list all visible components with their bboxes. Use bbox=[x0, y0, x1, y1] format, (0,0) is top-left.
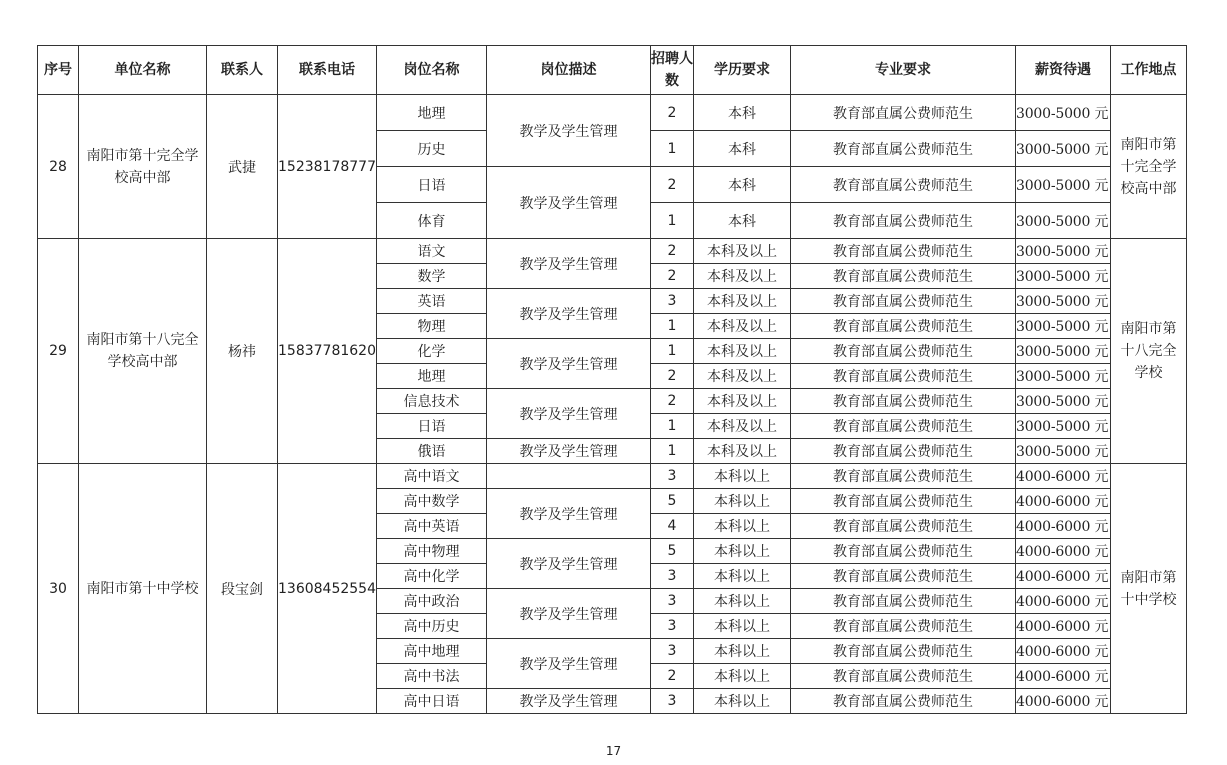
count-cell: 1 bbox=[651, 314, 694, 339]
edu-cell: 本科及以上 bbox=[694, 339, 791, 364]
header-desc: 岗位描述 bbox=[487, 46, 651, 95]
major-cell: 教育部直属公费师范生 bbox=[791, 339, 1016, 364]
salary-cell: 3000-5000 元 bbox=[1016, 414, 1111, 439]
post-cell: 地理 bbox=[377, 95, 487, 131]
major-cell: 教育部直属公费师范生 bbox=[791, 464, 1016, 489]
edu-cell: 本科以上 bbox=[694, 664, 791, 689]
desc-cell: 教学及学生管理 bbox=[487, 639, 651, 689]
edu-cell: 本科及以上 bbox=[694, 289, 791, 314]
post-cell: 高中政治 bbox=[377, 589, 487, 614]
seq-cell: 28 bbox=[38, 95, 79, 239]
salary-cell: 3000-5000 元 bbox=[1016, 131, 1111, 167]
count-cell: 3 bbox=[651, 614, 694, 639]
major-cell: 教育部直属公费师范生 bbox=[791, 664, 1016, 689]
post-cell: 体育 bbox=[377, 203, 487, 239]
major-cell: 教育部直属公费师范生 bbox=[791, 489, 1016, 514]
salary-cell: 3000-5000 元 bbox=[1016, 264, 1111, 289]
post-cell: 俄语 bbox=[377, 439, 487, 464]
major-cell: 教育部直属公费师范生 bbox=[791, 264, 1016, 289]
header-edu: 学历要求 bbox=[694, 46, 791, 95]
post-cell: 历史 bbox=[377, 131, 487, 167]
major-cell: 教育部直属公费师范生 bbox=[791, 689, 1016, 714]
salary-cell: 4000-6000 元 bbox=[1016, 564, 1111, 589]
edu-cell: 本科 bbox=[694, 167, 791, 203]
salary-cell: 3000-5000 元 bbox=[1016, 439, 1111, 464]
post-cell: 高中历史 bbox=[377, 614, 487, 639]
header-count: 招聘人数 bbox=[651, 46, 694, 95]
table-row bbox=[38, 239, 1187, 264]
desc-cell: 教学及学生管理 bbox=[487, 589, 651, 639]
count-cell: 3 bbox=[651, 289, 694, 314]
count-cell: 2 bbox=[651, 167, 694, 203]
post-cell: 高中化学 bbox=[377, 564, 487, 589]
major-cell: 教育部直属公费师范生 bbox=[791, 414, 1016, 439]
desc-cell: 教学及学生管理 bbox=[487, 389, 651, 439]
count-cell: 3 bbox=[651, 639, 694, 664]
salary-cell: 4000-6000 元 bbox=[1016, 639, 1111, 664]
post-cell: 高中语文 bbox=[377, 464, 487, 489]
edu-cell: 本科及以上 bbox=[694, 239, 791, 264]
edu-cell: 本科及以上 bbox=[694, 364, 791, 389]
salary-cell: 4000-6000 元 bbox=[1016, 489, 1111, 514]
count-cell: 2 bbox=[651, 264, 694, 289]
table-body bbox=[38, 95, 1187, 714]
salary-cell: 4000-6000 元 bbox=[1016, 589, 1111, 614]
table-row bbox=[38, 464, 1187, 489]
desc-cell: 教学及学生管理 bbox=[487, 689, 651, 714]
desc-cell: 教学及学生管理 bbox=[487, 289, 651, 339]
post-cell: 高中日语 bbox=[377, 689, 487, 714]
location-cell: 南阳市第十完全学校高中部 bbox=[1111, 95, 1187, 239]
count-cell: 4 bbox=[651, 514, 694, 539]
major-cell: 教育部直属公费师范生 bbox=[791, 589, 1016, 614]
major-cell: 教育部直属公费师范生 bbox=[791, 203, 1016, 239]
post-cell: 高中物理 bbox=[377, 539, 487, 564]
unit-name-cell: 南阳市第十中学校 bbox=[79, 464, 207, 714]
salary-cell: 3000-5000 元 bbox=[1016, 314, 1111, 339]
page-number: 17 bbox=[605, 744, 622, 758]
major-cell: 教育部直属公费师范生 bbox=[791, 639, 1016, 664]
edu-cell: 本科以上 bbox=[694, 689, 791, 714]
count-cell: 3 bbox=[651, 564, 694, 589]
desc-cell: 教学及学生管理 bbox=[487, 539, 651, 589]
count-cell: 1 bbox=[651, 339, 694, 364]
salary-cell: 4000-6000 元 bbox=[1016, 689, 1111, 714]
major-cell: 教育部直属公费师范生 bbox=[791, 131, 1016, 167]
salary-cell: 3000-5000 元 bbox=[1016, 364, 1111, 389]
header-location: 工作地点 bbox=[1111, 46, 1187, 95]
edu-cell: 本科以上 bbox=[694, 614, 791, 639]
post-cell: 日语 bbox=[377, 414, 487, 439]
post-cell: 数学 bbox=[377, 264, 487, 289]
desc-cell bbox=[487, 464, 651, 489]
count-cell: 2 bbox=[651, 389, 694, 414]
major-cell: 教育部直属公费师范生 bbox=[791, 564, 1016, 589]
edu-cell: 本科 bbox=[694, 95, 791, 131]
contact-cell: 武捷 bbox=[207, 95, 278, 239]
edu-cell: 本科以上 bbox=[694, 639, 791, 664]
edu-cell: 本科 bbox=[694, 203, 791, 239]
post-cell: 高中地理 bbox=[377, 639, 487, 664]
edu-cell: 本科及以上 bbox=[694, 389, 791, 414]
post-cell: 日语 bbox=[377, 167, 487, 203]
major-cell: 教育部直属公费师范生 bbox=[791, 539, 1016, 564]
desc-cell: 教学及学生管理 bbox=[487, 167, 651, 239]
desc-cell: 教学及学生管理 bbox=[487, 489, 651, 539]
major-cell: 教育部直属公费师范生 bbox=[791, 389, 1016, 414]
count-cell: 1 bbox=[651, 439, 694, 464]
unit-name-cell: 南阳市第十完全学校高中部 bbox=[79, 95, 207, 239]
count-cell: 2 bbox=[651, 239, 694, 264]
edu-cell: 本科以上 bbox=[694, 539, 791, 564]
desc-cell: 教学及学生管理 bbox=[487, 239, 651, 289]
salary-cell: 3000-5000 元 bbox=[1016, 203, 1111, 239]
edu-cell: 本科 bbox=[694, 131, 791, 167]
count-cell: 2 bbox=[651, 95, 694, 131]
edu-cell: 本科及以上 bbox=[694, 439, 791, 464]
major-cell: 教育部直属公费师范生 bbox=[791, 364, 1016, 389]
contact-cell: 杨祎 bbox=[207, 239, 278, 464]
count-cell: 3 bbox=[651, 589, 694, 614]
header-contact: 联系人 bbox=[207, 46, 278, 95]
count-cell: 3 bbox=[651, 689, 694, 714]
salary-cell: 3000-5000 元 bbox=[1016, 95, 1111, 131]
salary-cell: 3000-5000 元 bbox=[1016, 167, 1111, 203]
salary-cell: 3000-5000 元 bbox=[1016, 339, 1111, 364]
count-cell: 5 bbox=[651, 539, 694, 564]
count-cell: 3 bbox=[651, 464, 694, 489]
recruitment-table bbox=[37, 45, 1187, 714]
count-cell: 2 bbox=[651, 664, 694, 689]
header-post: 岗位名称 bbox=[377, 46, 487, 95]
location-cell: 南阳市第十中学校 bbox=[1111, 464, 1187, 714]
major-cell: 教育部直属公费师范生 bbox=[791, 514, 1016, 539]
header-major: 专业要求 bbox=[791, 46, 1016, 95]
edu-cell: 本科及以上 bbox=[694, 414, 791, 439]
edu-cell: 本科及以上 bbox=[694, 314, 791, 339]
phone-cell: 13608452554 bbox=[278, 464, 377, 714]
edu-cell: 本科以上 bbox=[694, 464, 791, 489]
seq-cell: 29 bbox=[38, 239, 79, 464]
edu-cell: 本科以上 bbox=[694, 589, 791, 614]
post-cell: 地理 bbox=[377, 364, 487, 389]
post-cell: 英语 bbox=[377, 289, 487, 314]
salary-cell: 3000-5000 元 bbox=[1016, 289, 1111, 314]
count-cell: 1 bbox=[651, 131, 694, 167]
desc-cell: 教学及学生管理 bbox=[487, 439, 651, 464]
post-cell: 高中英语 bbox=[377, 514, 487, 539]
post-cell: 高中书法 bbox=[377, 664, 487, 689]
salary-cell: 3000-5000 元 bbox=[1016, 389, 1111, 414]
header-phone: 联系电话 bbox=[278, 46, 377, 95]
post-cell: 物理 bbox=[377, 314, 487, 339]
phone-cell: 15238178777 bbox=[278, 95, 377, 239]
post-cell: 高中数学 bbox=[377, 489, 487, 514]
salary-cell: 4000-6000 元 bbox=[1016, 464, 1111, 489]
major-cell: 教育部直属公费师范生 bbox=[791, 314, 1016, 339]
table-row bbox=[38, 95, 1187, 131]
count-cell: 2 bbox=[651, 364, 694, 389]
major-cell: 教育部直属公费师范生 bbox=[791, 95, 1016, 131]
unit-name-cell: 南阳市第十八完全学校高中部 bbox=[79, 239, 207, 464]
phone-cell: 15837781620 bbox=[278, 239, 377, 464]
count-cell: 1 bbox=[651, 414, 694, 439]
location-cell: 南阳市第十八完全学校 bbox=[1111, 239, 1187, 464]
header-row bbox=[38, 46, 1187, 95]
count-cell: 1 bbox=[651, 203, 694, 239]
header-unit: 单位名称 bbox=[79, 46, 207, 95]
edu-cell: 本科以上 bbox=[694, 564, 791, 589]
contact-cell: 段宝剑 bbox=[207, 464, 278, 714]
post-cell: 语文 bbox=[377, 239, 487, 264]
salary-cell: 4000-6000 元 bbox=[1016, 539, 1111, 564]
header-seq: 序号 bbox=[38, 46, 79, 95]
major-cell: 教育部直属公费师范生 bbox=[791, 289, 1016, 314]
salary-cell: 4000-6000 元 bbox=[1016, 514, 1111, 539]
major-cell: 教育部直属公费师范生 bbox=[791, 439, 1016, 464]
salary-cell: 4000-6000 元 bbox=[1016, 664, 1111, 689]
post-cell: 信息技术 bbox=[377, 389, 487, 414]
edu-cell: 本科以上 bbox=[694, 489, 791, 514]
salary-cell: 4000-6000 元 bbox=[1016, 614, 1111, 639]
edu-cell: 本科以上 bbox=[694, 514, 791, 539]
major-cell: 教育部直属公费师范生 bbox=[791, 239, 1016, 264]
desc-cell: 教学及学生管理 bbox=[487, 95, 651, 167]
count-cell: 5 bbox=[651, 489, 694, 514]
salary-cell: 3000-5000 元 bbox=[1016, 239, 1111, 264]
post-cell: 化学 bbox=[377, 339, 487, 364]
desc-cell: 教学及学生管理 bbox=[487, 339, 651, 389]
seq-cell: 30 bbox=[38, 464, 79, 714]
major-cell: 教育部直属公费师范生 bbox=[791, 614, 1016, 639]
major-cell: 教育部直属公费师范生 bbox=[791, 167, 1016, 203]
header-salary: 薪资待遇 bbox=[1016, 46, 1111, 95]
edu-cell: 本科及以上 bbox=[694, 264, 791, 289]
